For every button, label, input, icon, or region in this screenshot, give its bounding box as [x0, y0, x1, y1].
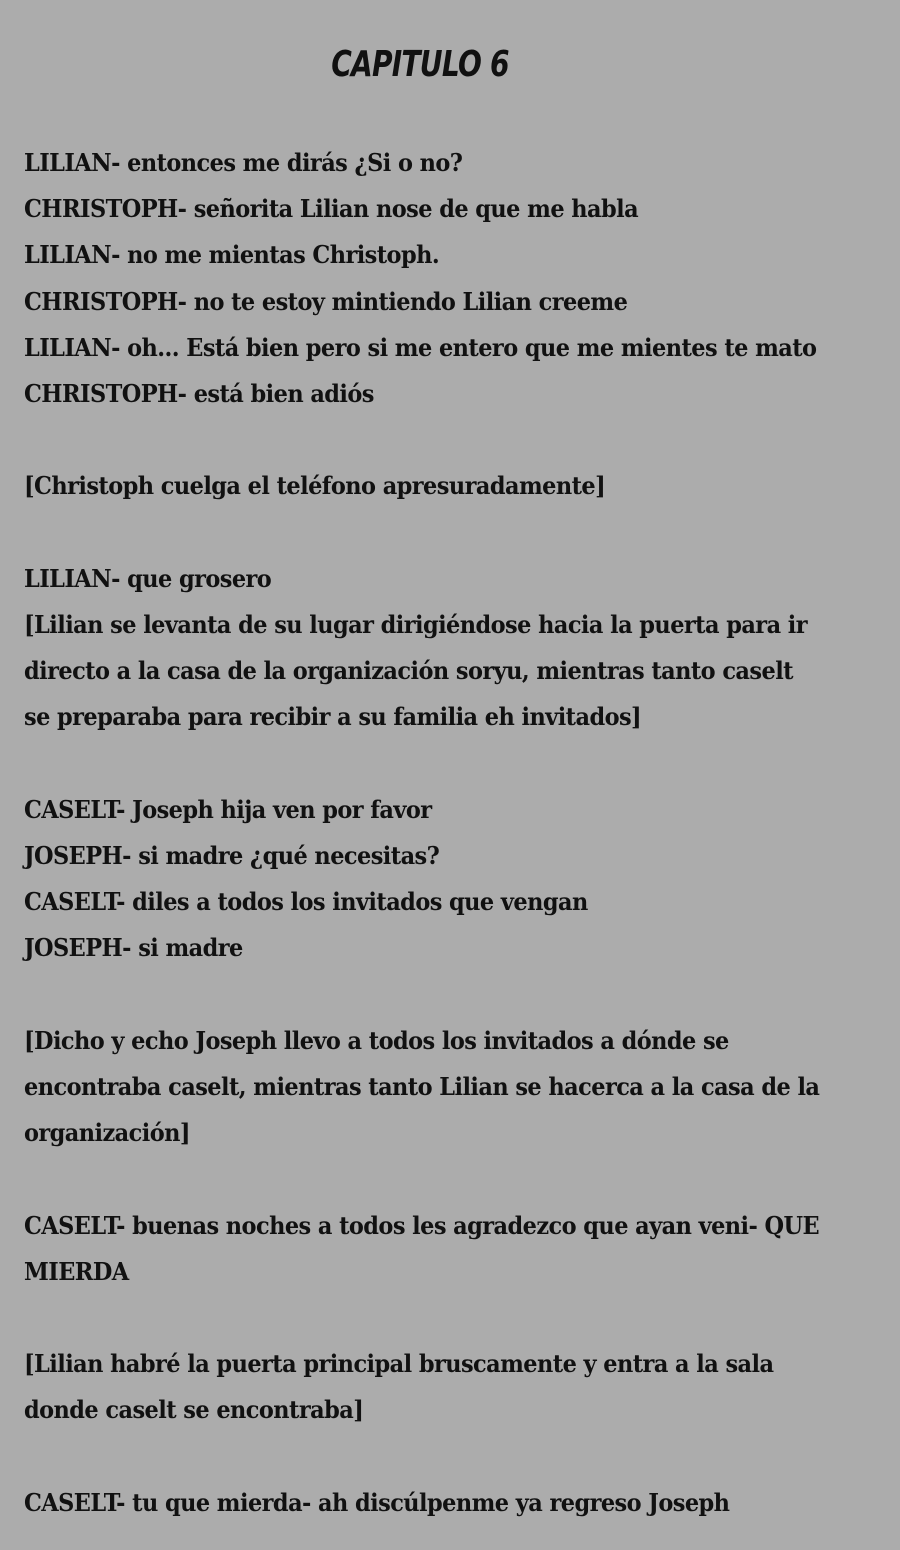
text-line: LILIAN- no me mientas Christoph. — [24, 240, 440, 270]
text-line: JOSEPH- si madre — [24, 933, 243, 963]
chapter-title: CAPITULO 6 — [331, 44, 509, 85]
text-line: CHRISTOPH- está bien adiós — [24, 379, 374, 409]
text-line: JOSEPH- si madre ¿qué necesitas? — [24, 841, 440, 870]
paragraph — [24, 1018, 819, 1157]
paragraph-gap — [24, 972, 819, 1018]
paragraph — [24, 787, 819, 972]
paragraph — [24, 1203, 819, 1295]
text-line: CASELT- diles a todos los invitados que vengan — [24, 887, 588, 917]
paragraph-gap — [24, 741, 819, 787]
text-line: organización] — [24, 1118, 190, 1148]
text-line: MIERDA — [24, 1256, 129, 1286]
paragraph-gap — [24, 510, 819, 556]
paragraph-gap — [24, 1295, 819, 1341]
text-line: CHRISTOPH- señorita Lilian nose de que me habla — [24, 194, 639, 224]
paragraph-gap — [24, 417, 819, 463]
paragraph — [24, 463, 819, 509]
paragraph-gap — [24, 1434, 819, 1480]
text-line: [Christoph cuelga el teléfono apresuradamente] — [24, 471, 606, 501]
text-line: CASELT- buenas noches a todos les agradezco que ayan veni- QUE — [24, 1210, 820, 1240]
paragraph — [24, 1341, 819, 1433]
text-line: [Dicho y echo Joseph llevo a todos los invitados a dónde se — [24, 1025, 729, 1055]
text-line: donde caselt se encontraba] — [24, 1395, 364, 1425]
text-line: LILIAN- entonces me dirás ¿Si o no? — [24, 148, 463, 177]
text-line: LILIAN- que grosero — [24, 563, 272, 593]
text-line: CASELT- tu que mierda- ah discúlpenme ya regreso Joseph — [24, 1487, 730, 1517]
text-line: [Lilian se levanta de su lugar dirigiéndose hacia la puerta para ir — [24, 610, 808, 639]
paragraph — [24, 1480, 819, 1526]
paragraph — [24, 556, 819, 741]
story-text — [24, 140, 819, 1526]
paragraph — [24, 140, 819, 417]
text-line: se preparaba para recibir a su familia eh invitados] — [24, 702, 642, 732]
text-line: directo a la casa de la organización soryu, mientras tanto caselt — [24, 656, 793, 686]
text-line: CASELT- Joseph hija ven por favor — [24, 794, 432, 824]
text-line: CHRISTOPH- no te estoy mintiendo Lilian creeme — [24, 286, 628, 316]
paragraph-gap — [24, 1156, 819, 1202]
text-line: encontraba caselt, mientras tanto Lilian se hacerca a la casa de la — [24, 1072, 820, 1101]
text-line: [Lilian habré la puerta principal bruscamente y entra a la sala — [24, 1349, 774, 1379]
text-line: LILIAN- oh... Está bien pero si me entero que me mientes te mato — [24, 332, 817, 362]
